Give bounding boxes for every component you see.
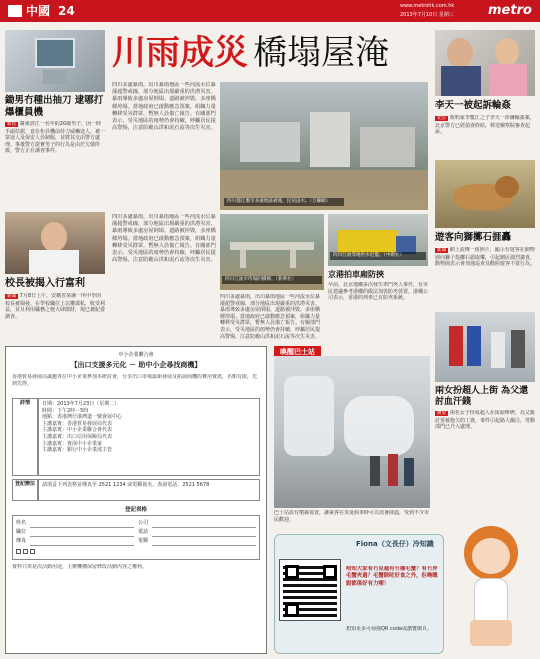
flood-main-photo-caption: 四川都江堰市多處地區被淹，民居浸水。（互聯網）: [224, 198, 344, 206]
ad-checkbox[interactable]: [16, 549, 21, 554]
right-story1-body: [435, 115, 535, 155]
ad-detail-item: 主講嘉賓：資深中小企業家: [42, 440, 103, 447]
right-story2-body: [435, 247, 535, 307]
ad-org: 中小企業聯合會: [118, 352, 154, 358]
lion-photo: [435, 160, 535, 228]
header-url: www.metrohk.com.hk: [400, 3, 455, 9]
page-header: [0, 0, 540, 22]
ad-details: [38, 398, 260, 476]
atm-photo: [5, 30, 105, 92]
rescue-photo-caption: 四川江油等地洪水氾濫。（中新社）: [330, 252, 426, 260]
ad-detail-label: 詳情: [12, 398, 38, 476]
ad-detail-item: 時間：下午2時－5時: [42, 407, 89, 414]
ad-contact-label: 登記辦法: [12, 479, 38, 501]
header-brand: metro: [488, 3, 532, 18]
li-tianyi-photo: [435, 30, 535, 96]
mid-story-body: 早前，北京地鐵多次發生車門夾人事件，有市民建議參考港鐵的做法加裝防夾裝置。港鐵公司表示，香港的列車已有防夾系統。: [328, 282, 428, 302]
qr-code[interactable]: [280, 560, 340, 620]
ad-title: 【出口支援多元化 － 助中小企尋找商機】: [70, 361, 202, 369]
ad-detail-item: 地點：香港灣仔港灣道一號會展中心: [42, 414, 123, 421]
main-story-lower-text: 四川多處暴雨，出川暴雨地區一些河流水位暴漲超警戒線，部分地區出現嚴重的洪澇災害。暴雨導致多處房屋倒塌、道路被沖毀，多座橋樑垮塌。當地政府已啟動應急預案，組織力量轉移受災群眾，暫無人員傷亡報告。有關部門表示，受災地區的雨勢仍會持續，呼籲居民提高警惕，注意防範山洪和泥石流等次生災害。: [112, 214, 216, 264]
ad-detail-item: 主講嘉賓：銀行中小企業部主管: [42, 447, 113, 454]
main-story-lower-body: [112, 214, 216, 354]
right-story3-headline: 兩女扮超人上街 為父還討血汗錢: [435, 386, 529, 407]
right-story3-tag: 廣東: [437, 411, 447, 416]
right-story1-headline: 李天一被起訴輪姦: [435, 100, 512, 111]
ad-checkbox[interactable]: [23, 549, 28, 554]
ad-detail-item: 主講嘉賓：中小企業聯合會代表: [42, 427, 113, 434]
right-story2-headline: 遊客向獅擲石捱轟: [435, 232, 512, 243]
flood-main-photo: [220, 82, 428, 210]
header-page-num: 24: [58, 4, 75, 18]
superhero-photo: [435, 312, 535, 382]
bus-story-header: 喚醒巴士站: [274, 346, 321, 358]
ad-contact: 請填妥下列表格並傳真至 2521 1234 或電郵報名，查詢電話：2521 5678: [38, 479, 260, 501]
ad-detail-item: 主講嘉賓：香港貿易發展局代表: [42, 420, 113, 427]
main-story-continued: 四川多處暴雨，出川暴雨地區一些河流水位暴漲超警戒線，部分地區出現嚴重的洪澇災害。暴雨導致多處房屋倒塌、道路被沖毀，多座橋樑垮塌。當地政府已啟動應急預案，組織力量轉移受災群眾，暫無人員傷亡報告。有關部門表示，受災地區的雨勢仍會持續，呼籲居民提高警惕，注意防範山洪和泥石流等次生災害。: [220, 294, 321, 340]
left-story2-tag: 新聞: [7, 294, 17, 299]
ad-detail-item: 主講嘉賓：出口信用保險局代表: [42, 433, 113, 440]
ad-form-title: 登記表格: [124, 507, 147, 513]
header-logo-mark: [8, 5, 22, 17]
main-headline: [112, 30, 430, 78]
fiona-cartoon: [446, 520, 536, 654]
right-story2-text: 網上流傳一組照片，顯示有遊客在動物園向獅子投擲石頭取樂，引起網民強烈譴責，動物園表示會加強巡查及勸阻遊客不當行為。: [435, 247, 535, 268]
ad-form-label: 電郵: [138, 538, 149, 544]
ad-form: [12, 515, 260, 560]
ad-form-label: 公司: [138, 520, 149, 526]
ad-intro: 香港貿易發展局誠邀各位中小企業參加本研討會，分享出口市場最新發展及拓展商機的實用資訊，名額有限，先到先得。: [12, 374, 258, 387]
ad-form-label: 職位: [16, 529, 27, 535]
main-story-body: 四川多處暴雨，出川暴雨地區一些河流水位暴漲超警戒線，部分地區出現嚴重的洪澇災害。暴雨導致多處房屋倒塌、道路被沖毀，多座橋樑垮塌。當地政府已啟動應急預案，組織力量轉移受災群眾，暫無人員傷亡報告。有關部門表示，受災地區的雨勢仍會持續，呼籲居民提高警惕，注意防範山洪和泥石流等次生災害。: [112, 82, 216, 132]
right-story3-body: [435, 410, 535, 506]
ad-panel: [5, 346, 267, 654]
bridge-photo-caption: 四川江油市垮塌的橋樑。（新華社）: [222, 276, 322, 284]
ad-detail-item: 日期：2013年7月23日（星期二）: [42, 401, 120, 407]
header-section: 中國: [26, 4, 51, 18]
principal-photo: [5, 212, 105, 274]
left-story2-body: [5, 293, 105, 339]
right-story2-tag: 新聞: [437, 248, 447, 253]
left-story1-headline: 鋤男冇種出抽刀 逮哪打爆櫃員機: [5, 95, 104, 118]
ad-form-row[interactable]: [16, 537, 256, 546]
fiona-title: Fiona（文長仔）冷知識: [356, 540, 434, 548]
right-story1-tag: 北京: [437, 116, 447, 121]
main-headline-black: 橋塌屋淹: [253, 33, 390, 73]
bus-stop-caption: 巴士站設有噴霧裝置，讓乘客在炎夏候車時可以消暑降溫，受到不少市民歡迎。: [274, 510, 430, 523]
header-date: 2013年7月10日 星期三: [400, 12, 454, 18]
right-story3-text: 兩名女子扮成超人在街頭舉牌，為父親討要被拖欠的工資，事件引起路人關注，勞動部門已介入處理。: [435, 410, 535, 431]
ad-checkbox[interactable]: [30, 549, 35, 554]
ad-form-label: 姓名: [16, 520, 27, 526]
ad-form-row[interactable]: [16, 528, 256, 537]
ad-form-row[interactable]: [16, 519, 256, 528]
bus-stop-photo: [274, 356, 430, 508]
left-story1-text: 廣東湛江一名年約20歲男子，因一時手頭拮据，竟在柜員機前持刀威嚇途人，被一眾途人及保安人員制服，並將其交由警方處理。事後警方證實男子的行為是由於欠債所致，警方正在調查事件。: [5, 121, 105, 155]
main-headline-red: 川雨成災: [112, 33, 248, 73]
left-story1-body: [5, 121, 105, 207]
ad-form-label: 傳真: [16, 538, 27, 544]
right-story1-text: 歌唱家李雙江之子李天一涉嫌輪姦案，北京警方已經偵查終結，移送檢察院審查起訴。: [435, 115, 535, 136]
left-story1-tag: 新民: [7, 122, 17, 127]
fiona-body: 唔知大家有冇見過有冇種毛蟹？有冇畀毛蟹夾過？毛蟹除咗好食之外，佢哋嘅鉗都係好有力㗎！: [346, 566, 438, 587]
mid-story-headline: 京港拍車廂防挾: [328, 270, 384, 279]
fiona-footer: 想知更多可掃描QR code或瀏覽網頁。: [346, 626, 433, 632]
ad-footer: 資料只供是次活動用途，主辦機構保留修改活動內容之權利。: [12, 564, 148, 570]
ad-form-label: 電話: [138, 529, 149, 535]
left-story2-headline: 校長被揭入行富利: [5, 278, 85, 289]
left-story2-text: 7月8日上午，安徽省某縣一所中學的校長被揭發，在學校職位上以權謀私，收受利益，並且利用職務之便大肆斂財，現已被紀委調查。: [5, 293, 105, 320]
